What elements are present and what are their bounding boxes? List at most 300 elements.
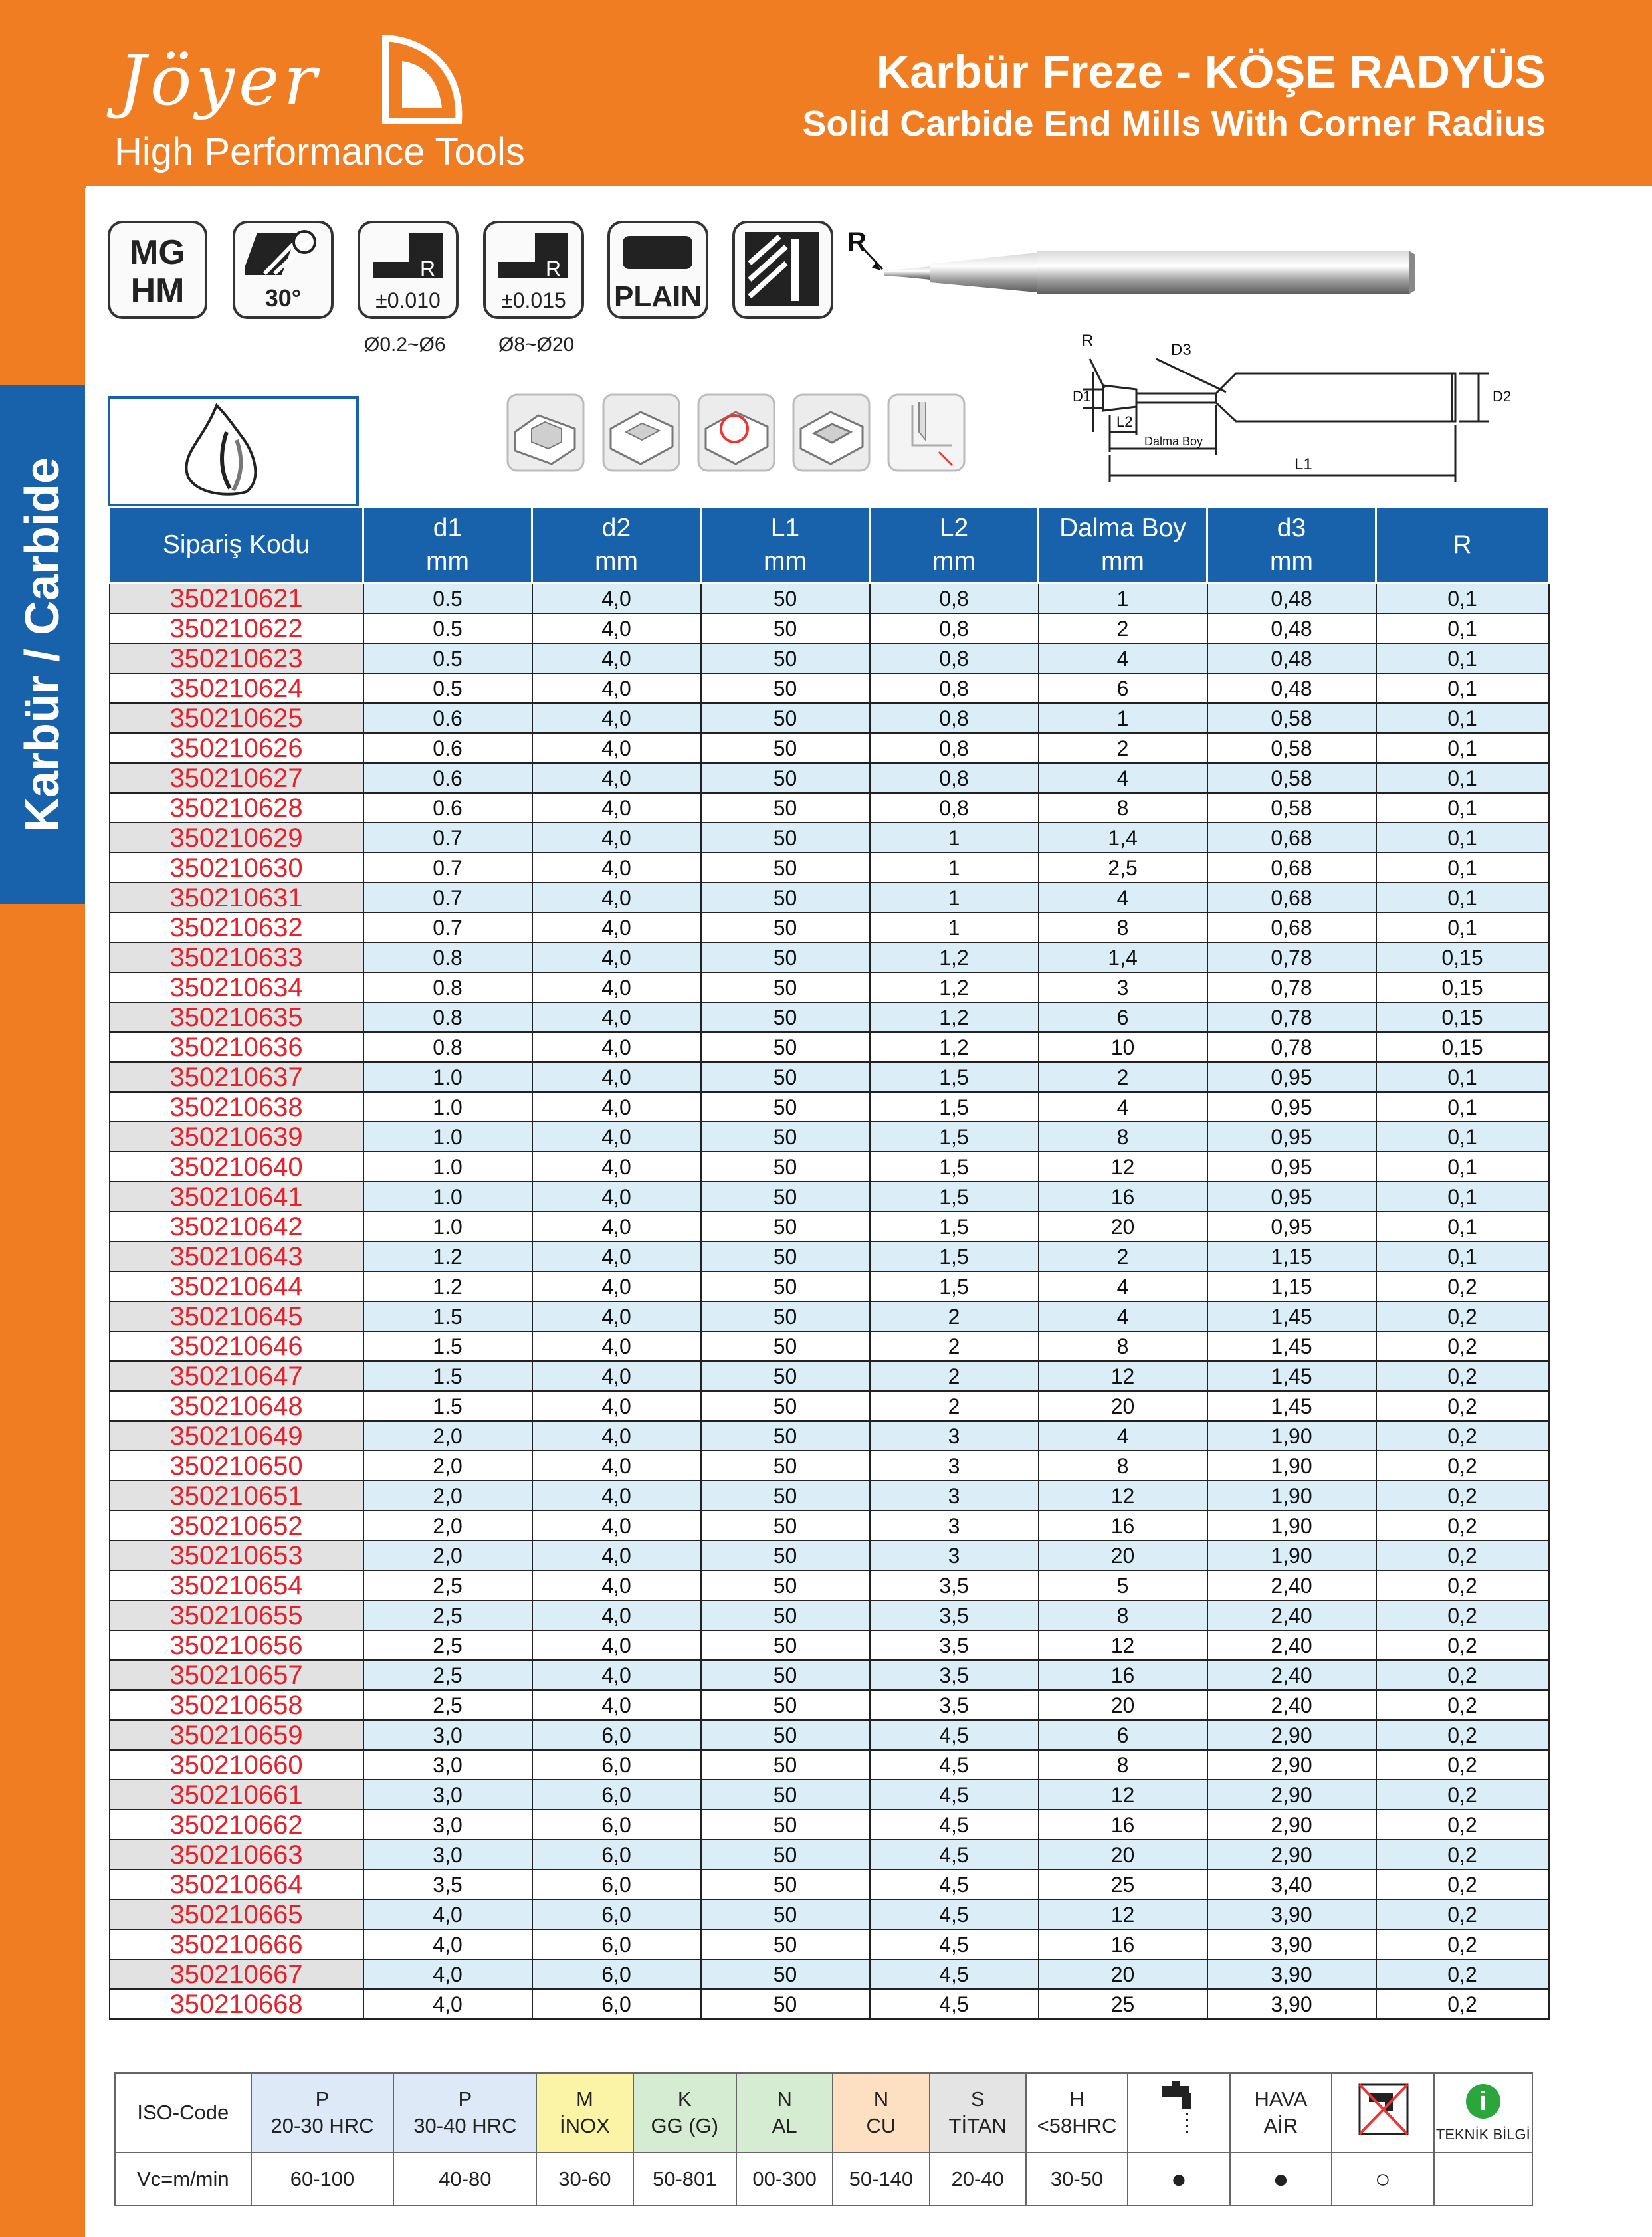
cell-dalma-boy: 20 bbox=[1039, 1212, 1207, 1241]
slotting-operation-icon bbox=[505, 392, 586, 473]
cell-d2: 6,0 bbox=[532, 1780, 701, 1810]
table-row bbox=[110, 643, 1549, 673]
cell-d2: 4,0 bbox=[532, 912, 701, 942]
cell-dalma-boy: 10 bbox=[1039, 1032, 1207, 1062]
cell-l1: 50 bbox=[701, 584, 870, 614]
cell-d1: 2,5 bbox=[363, 1690, 532, 1720]
cell-d1: 2,5 bbox=[363, 1660, 532, 1690]
cell-l2: 1 bbox=[870, 883, 1039, 912]
cell-l1: 50 bbox=[701, 1331, 870, 1361]
cell-d2: 4,0 bbox=[532, 1660, 701, 1690]
cell-order-code: 350210622 bbox=[110, 613, 363, 643]
air-label: HAVA bbox=[1254, 2087, 1308, 2111]
cell-order-code: 350210636 bbox=[110, 1032, 363, 1062]
cell-l1: 50 bbox=[701, 1182, 870, 1212]
cell-radius: 0,1 bbox=[1376, 912, 1549, 942]
cell-d3: 2,40 bbox=[1207, 1570, 1376, 1600]
cell-radius: 0,2 bbox=[1376, 1660, 1549, 1690]
cell-l1: 50 bbox=[701, 1271, 870, 1301]
cell-d2: 4,0 bbox=[532, 1451, 701, 1481]
table-row bbox=[110, 1720, 1549, 1750]
cell-radius: 0,2 bbox=[1376, 1421, 1549, 1451]
cell-l1: 50 bbox=[701, 703, 870, 733]
tech-info-cell[interactable] bbox=[1434, 2073, 1532, 2153]
cell-dalma-boy: 20 bbox=[1039, 1541, 1207, 1570]
brand-logo-icon bbox=[379, 35, 465, 128]
table-row bbox=[110, 1690, 1549, 1720]
table-row bbox=[110, 584, 1549, 614]
cell-d1: 0.8 bbox=[363, 1032, 532, 1062]
corner-radius-profile-icon-2 bbox=[495, 230, 575, 283]
cell-d3: 0,68 bbox=[1207, 912, 1376, 942]
cell-d2: 4,0 bbox=[532, 853, 701, 883]
cell-l1: 50 bbox=[701, 1899, 870, 1929]
cell-d3: 0,58 bbox=[1207, 763, 1376, 793]
cell-d2: 6,0 bbox=[532, 1750, 701, 1780]
table-row bbox=[110, 1840, 1549, 1869]
cell-order-code: 350210625 bbox=[110, 703, 363, 733]
cell-order-code: 350210655 bbox=[110, 1600, 363, 1630]
vc-value: 00-300 bbox=[736, 2153, 833, 2206]
iso-group-letter: N bbox=[777, 2087, 792, 2111]
cell-l2: 1 bbox=[870, 853, 1039, 883]
cell-d3: 0,95 bbox=[1207, 1092, 1376, 1122]
col-header-l2: L2 mm bbox=[870, 507, 1039, 584]
cell-l2: 4,5 bbox=[870, 1840, 1039, 1869]
cell-l1: 50 bbox=[701, 972, 870, 1002]
cell-l2: 0,8 bbox=[870, 763, 1039, 793]
cell-l2: 2 bbox=[870, 1331, 1039, 1361]
table-row bbox=[110, 1361, 1549, 1391]
cell-l2: 0,8 bbox=[870, 703, 1039, 733]
cell-order-code: 350210626 bbox=[110, 733, 363, 763]
cell-l1: 50 bbox=[701, 823, 870, 853]
cell-radius: 0,2 bbox=[1376, 1959, 1549, 1989]
cell-d3: 2,90 bbox=[1207, 1840, 1376, 1869]
air-cell bbox=[1230, 2073, 1332, 2153]
iso-group-sub: CU bbox=[866, 2114, 896, 2137]
iso-group bbox=[736, 2073, 833, 2153]
cell-d1: 3,5 bbox=[363, 1869, 532, 1899]
cell-radius: 0,2 bbox=[1376, 1361, 1549, 1391]
cell-radius: 0,2 bbox=[1376, 1840, 1549, 1869]
iso-code-label: ISO-Code bbox=[115, 2073, 251, 2153]
table-row bbox=[110, 1541, 1549, 1570]
cell-dalma-boy: 25 bbox=[1039, 1989, 1207, 2019]
cell-d2: 6,0 bbox=[532, 1840, 701, 1869]
table-row bbox=[110, 1750, 1549, 1780]
cell-l2: 1,2 bbox=[870, 972, 1039, 1002]
shank-icon bbox=[607, 221, 708, 319]
table-row bbox=[110, 1122, 1549, 1152]
cell-order-code: 350210653 bbox=[110, 1541, 363, 1570]
cell-l2: 1,5 bbox=[870, 1152, 1039, 1182]
cell-d3: 1,90 bbox=[1207, 1451, 1376, 1481]
table-row bbox=[110, 1810, 1549, 1840]
cell-l1: 50 bbox=[701, 883, 870, 912]
cell-d2: 4,0 bbox=[532, 703, 701, 733]
cell-d2: 6,0 bbox=[532, 1720, 701, 1750]
cell-l2: 3,5 bbox=[870, 1570, 1039, 1600]
cell-d1: 3,0 bbox=[363, 1750, 532, 1780]
dry-mark: ○ bbox=[1332, 2153, 1433, 2206]
iso-group-sub: TİTAN bbox=[948, 2114, 1007, 2137]
cell-order-code: 350210654 bbox=[110, 1570, 363, 1600]
cell-d3: 0,58 bbox=[1207, 703, 1376, 733]
tech-info-blank bbox=[1434, 2153, 1532, 2206]
cell-l2: 3 bbox=[870, 1511, 1039, 1541]
cell-l1: 50 bbox=[701, 853, 870, 883]
cell-radius: 0,2 bbox=[1376, 1869, 1549, 1899]
cell-d3: 0,78 bbox=[1207, 1002, 1376, 1032]
cell-order-code: 350210640 bbox=[110, 1152, 363, 1182]
cell-l1: 50 bbox=[701, 613, 870, 643]
cell-d1: 1.0 bbox=[363, 1062, 532, 1092]
cell-radius: 0,2 bbox=[1376, 1391, 1549, 1421]
cell-dalma-boy: 16 bbox=[1039, 1929, 1207, 1959]
cell-d1: 2,0 bbox=[363, 1541, 532, 1570]
cell-order-code: 350210664 bbox=[110, 1869, 363, 1899]
table-row bbox=[110, 1421, 1549, 1451]
helix-value: 30° bbox=[264, 284, 302, 312]
cell-l2: 3 bbox=[870, 1481, 1039, 1511]
cell-d3: 3,90 bbox=[1207, 1959, 1376, 1989]
table-row bbox=[110, 1511, 1549, 1541]
cell-l1: 50 bbox=[701, 1361, 870, 1391]
cell-d2: 4,0 bbox=[532, 1361, 701, 1391]
cell-d3: 0,95 bbox=[1207, 1122, 1376, 1152]
cell-d2: 4,0 bbox=[532, 1630, 701, 1660]
cell-dalma-boy: 12 bbox=[1039, 1899, 1207, 1929]
cell-d1: 1.0 bbox=[363, 1122, 532, 1152]
cell-l2: 3,5 bbox=[870, 1660, 1039, 1690]
cell-l2: 3,5 bbox=[870, 1600, 1039, 1630]
drawing-label-r: R bbox=[1082, 332, 1094, 350]
cell-order-code: 350210668 bbox=[110, 1989, 363, 2019]
cell-order-code: 350210623 bbox=[110, 643, 363, 673]
iso-group-sub: <58HRC bbox=[1037, 2114, 1117, 2137]
iso-group-letter: P bbox=[315, 2087, 330, 2111]
cell-l2: 0,8 bbox=[870, 584, 1039, 614]
cell-d1: 3,0 bbox=[363, 1840, 532, 1869]
cell-dalma-boy: 4 bbox=[1039, 1271, 1207, 1301]
table-row bbox=[110, 1301, 1549, 1331]
cell-dalma-boy: 2,5 bbox=[1039, 853, 1207, 883]
helix-icon bbox=[245, 227, 324, 280]
cell-d2: 4,0 bbox=[532, 733, 701, 763]
cell-l2: 1 bbox=[870, 912, 1039, 942]
cell-order-code: 350210627 bbox=[110, 763, 363, 793]
col-header-d2: d2 mm bbox=[532, 507, 701, 584]
cell-d2: 4,0 bbox=[532, 763, 701, 793]
cell-l2: 0,8 bbox=[870, 793, 1039, 823]
cell-dalma-boy: 8 bbox=[1039, 912, 1207, 942]
cell-radius: 0,1 bbox=[1376, 1062, 1549, 1092]
drawing-label-d2: D2 bbox=[1493, 388, 1512, 405]
cell-d3: 0,78 bbox=[1207, 972, 1376, 1002]
drawing-label-d3: D3 bbox=[1171, 341, 1191, 359]
cell-l1: 50 bbox=[701, 1959, 870, 1989]
table-row bbox=[110, 1271, 1549, 1301]
cell-d1: 0.8 bbox=[363, 972, 532, 1002]
cell-d3: 0,68 bbox=[1207, 823, 1376, 853]
cell-l2: 1,5 bbox=[870, 1062, 1039, 1092]
table-row bbox=[110, 763, 1549, 793]
air-sub-label: AİR bbox=[1263, 2114, 1298, 2137]
cell-l2: 3,5 bbox=[870, 1630, 1039, 1660]
cell-d2: 4,0 bbox=[532, 1122, 701, 1152]
cell-d2: 6,0 bbox=[532, 1929, 701, 1959]
technical-drawing bbox=[1063, 332, 1542, 485]
cell-d3: 2,90 bbox=[1207, 1780, 1376, 1810]
left-orange-bar bbox=[0, 0, 85, 2237]
table-row bbox=[110, 1212, 1549, 1241]
cell-l1: 50 bbox=[701, 1570, 870, 1600]
iso-group-letter: P bbox=[458, 2087, 472, 2111]
cell-l1: 50 bbox=[701, 1152, 870, 1182]
cell-d1: 4,0 bbox=[363, 1989, 532, 2019]
col-header-d1: d1 mm bbox=[363, 507, 532, 584]
cell-d1: 0.6 bbox=[363, 763, 532, 793]
cell-radius: 0,1 bbox=[1376, 643, 1549, 673]
cell-l2: 3 bbox=[870, 1541, 1039, 1570]
cell-l1: 50 bbox=[701, 1212, 870, 1241]
cell-d2: 4,0 bbox=[532, 1421, 701, 1451]
cell-radius: 0,1 bbox=[1376, 793, 1549, 823]
cell-d1: 3,0 bbox=[363, 1810, 532, 1840]
cell-d1: 1.0 bbox=[363, 1212, 532, 1241]
cell-dalma-boy: 6 bbox=[1039, 1720, 1207, 1750]
table-row bbox=[110, 703, 1549, 733]
table-row bbox=[110, 1899, 1549, 1929]
iso-group-sub: 30-40 HRC bbox=[413, 2114, 517, 2137]
material-mg: MG bbox=[130, 233, 185, 272]
cell-d3: 2,40 bbox=[1207, 1690, 1376, 1720]
table-row bbox=[110, 1630, 1549, 1660]
cell-l1: 50 bbox=[701, 1481, 870, 1511]
cell-dalma-boy: 4 bbox=[1039, 1301, 1207, 1331]
info-icon[interactable]: i bbox=[1466, 2084, 1500, 2119]
cell-radius: 0,1 bbox=[1376, 1122, 1549, 1152]
cell-d1: 1.2 bbox=[363, 1271, 532, 1301]
cell-radius: 0,1 bbox=[1376, 1241, 1549, 1271]
cell-radius: 0,15 bbox=[1376, 1002, 1549, 1032]
vc-value: 30-50 bbox=[1026, 2153, 1128, 2206]
cell-radius: 0,2 bbox=[1376, 1271, 1549, 1301]
cell-order-code: 350210648 bbox=[110, 1391, 363, 1421]
vc-value: 30-60 bbox=[536, 2153, 633, 2206]
material-hm: HM bbox=[130, 272, 185, 310]
cell-d1: 0.5 bbox=[363, 613, 532, 643]
iso-group-sub: İNOX bbox=[559, 2114, 610, 2137]
table-row bbox=[110, 1481, 1549, 1511]
drawing-label-l2: L2 bbox=[1116, 413, 1133, 430]
cell-d3: 1,45 bbox=[1207, 1361, 1376, 1391]
helix-angle-icon bbox=[233, 221, 334, 319]
cell-order-code: 350210652 bbox=[110, 1511, 363, 1541]
cell-l2: 3 bbox=[870, 1451, 1039, 1481]
cell-d1: 0.7 bbox=[363, 853, 532, 883]
cell-dalma-boy: 12 bbox=[1039, 1361, 1207, 1391]
cell-order-code: 350210641 bbox=[110, 1182, 363, 1212]
cell-dalma-boy: 4 bbox=[1039, 1421, 1207, 1451]
table-row bbox=[110, 613, 1549, 643]
flute-icon bbox=[732, 221, 833, 319]
radius-symbol-1: R bbox=[420, 257, 436, 280]
cell-radius: 0,2 bbox=[1376, 1331, 1549, 1361]
cell-d3: 1,90 bbox=[1207, 1421, 1376, 1451]
ramping-operation-icon bbox=[696, 392, 777, 473]
cell-order-code: 350210642 bbox=[110, 1212, 363, 1241]
cell-l2: 4,5 bbox=[870, 1780, 1039, 1810]
cell-radius: 0,2 bbox=[1376, 1481, 1549, 1511]
iso-group-letter: H bbox=[1069, 2087, 1084, 2111]
cell-d1: 0.8 bbox=[363, 1002, 532, 1032]
cell-radius: 0,1 bbox=[1376, 1152, 1549, 1182]
cell-d1: 0.7 bbox=[363, 912, 532, 942]
cell-l2: 1,2 bbox=[870, 1002, 1039, 1032]
cell-d1: 2,5 bbox=[363, 1570, 532, 1600]
table-row bbox=[110, 1600, 1549, 1630]
cell-dalma-boy: 3 bbox=[1039, 972, 1207, 1002]
side-category-label bbox=[0, 385, 85, 904]
wet-mark: ● bbox=[1128, 2153, 1229, 2206]
cell-l2: 0,8 bbox=[870, 733, 1039, 763]
cell-d1: 2,5 bbox=[363, 1600, 532, 1630]
cell-dalma-boy: 16 bbox=[1039, 1810, 1207, 1840]
cell-order-code: 350210639 bbox=[110, 1122, 363, 1152]
cell-l1: 50 bbox=[701, 1421, 870, 1451]
cell-dalma-boy: 1 bbox=[1039, 584, 1207, 614]
cell-order-code: 350210650 bbox=[110, 1451, 363, 1481]
drawing-label-d1: D1 bbox=[1073, 388, 1092, 405]
cell-radius: 0,2 bbox=[1376, 1690, 1549, 1720]
cell-dalma-boy: 12 bbox=[1039, 1481, 1207, 1511]
cell-radius: 0,1 bbox=[1376, 584, 1549, 614]
iso-group-sub: AL bbox=[772, 2114, 797, 2137]
table-row bbox=[110, 1660, 1549, 1690]
cell-radius: 0,1 bbox=[1376, 673, 1549, 703]
cell-d2: 6,0 bbox=[532, 1989, 701, 2019]
cell-d2: 4,0 bbox=[532, 823, 701, 853]
air-mark: ● bbox=[1230, 2153, 1332, 2206]
iso-group-sub: GG (G) bbox=[651, 2114, 719, 2137]
cell-d3: 1,45 bbox=[1207, 1391, 1376, 1421]
cell-dalma-boy: 20 bbox=[1039, 1959, 1207, 1989]
cell-d1: 1.5 bbox=[363, 1361, 532, 1391]
cell-order-code: 350210661 bbox=[110, 1780, 363, 1810]
cell-l2: 1,5 bbox=[870, 1241, 1039, 1271]
cell-dalma-boy: 2 bbox=[1039, 1241, 1207, 1271]
cell-l2: 3,5 bbox=[870, 1690, 1039, 1720]
cell-radius: 0,2 bbox=[1376, 1720, 1549, 1750]
cell-d1: 1.0 bbox=[363, 1182, 532, 1212]
cell-l2: 4,5 bbox=[870, 1929, 1039, 1959]
cell-l1: 50 bbox=[701, 1241, 870, 1271]
cell-l1: 50 bbox=[701, 1660, 870, 1690]
cell-order-code: 350210649 bbox=[110, 1421, 363, 1451]
cell-dalma-boy: 25 bbox=[1039, 1869, 1207, 1899]
cell-d3: 0,48 bbox=[1207, 643, 1376, 673]
cell-l1: 50 bbox=[701, 1032, 870, 1062]
cell-d2: 4,0 bbox=[532, 1241, 701, 1271]
radius-symbol-2: R bbox=[546, 257, 562, 280]
material-icon bbox=[108, 221, 207, 319]
cell-order-code: 350210658 bbox=[110, 1690, 363, 1720]
table-row bbox=[110, 1869, 1549, 1899]
table-row bbox=[110, 1570, 1549, 1600]
cell-dalma-boy: 4 bbox=[1039, 763, 1207, 793]
cell-l2: 1,2 bbox=[870, 942, 1039, 972]
cell-d3: 0,95 bbox=[1207, 1182, 1376, 1212]
cell-d2: 4,0 bbox=[532, 584, 701, 614]
cell-d3: 1,15 bbox=[1207, 1271, 1376, 1301]
cell-d3: 3,40 bbox=[1207, 1869, 1376, 1899]
cell-d3: 1,90 bbox=[1207, 1481, 1376, 1511]
cell-d1: 0.5 bbox=[363, 584, 532, 614]
cell-dalma-boy: 5 bbox=[1039, 1570, 1207, 1600]
cell-l1: 50 bbox=[701, 1720, 870, 1750]
tool-photo bbox=[837, 223, 1635, 322]
cell-dalma-boy: 20 bbox=[1039, 1391, 1207, 1421]
tech-info-label[interactable]: TEKNİK BİLGİ bbox=[1435, 2126, 1530, 2143]
cell-d1: 2,0 bbox=[363, 1421, 532, 1451]
cell-dalma-boy: 6 bbox=[1039, 673, 1207, 703]
cell-d2: 4,0 bbox=[532, 1062, 701, 1092]
cell-d2: 4,0 bbox=[532, 1331, 701, 1361]
table-row bbox=[110, 1929, 1549, 1959]
cell-radius: 0,2 bbox=[1376, 1810, 1549, 1840]
cell-dalma-boy: 4 bbox=[1039, 1092, 1207, 1122]
iso-group-letter: S bbox=[970, 2087, 985, 2111]
cell-d3: 1,90 bbox=[1207, 1511, 1376, 1541]
cell-d3: 0,48 bbox=[1207, 584, 1376, 614]
cell-l1: 50 bbox=[701, 1869, 870, 1899]
iso-group-letter: K bbox=[677, 2087, 692, 2111]
cell-order-code: 350210637 bbox=[110, 1062, 363, 1092]
iso-group bbox=[393, 2073, 536, 2153]
table-row bbox=[110, 972, 1549, 1002]
cell-l1: 50 bbox=[701, 673, 870, 703]
cell-l1: 50 bbox=[701, 1002, 870, 1032]
cell-d2: 4,0 bbox=[532, 643, 701, 673]
cell-l1: 50 bbox=[701, 1750, 870, 1780]
iso-code-row bbox=[115, 2073, 1532, 2153]
cell-d1: 2,0 bbox=[363, 1451, 532, 1481]
cell-radius: 0,1 bbox=[1376, 1182, 1549, 1212]
iso-cutting-table bbox=[114, 2072, 1533, 2206]
table-row bbox=[110, 1032, 1549, 1062]
cell-dalma-boy: 1,4 bbox=[1039, 942, 1207, 972]
cell-d3: 0,78 bbox=[1207, 942, 1376, 972]
cell-order-code: 350210645 bbox=[110, 1301, 363, 1331]
cell-d1: 2,0 bbox=[363, 1481, 532, 1511]
cell-d3: 2,40 bbox=[1207, 1630, 1376, 1660]
iso-group bbox=[1026, 2073, 1128, 2153]
iso-group bbox=[633, 2073, 736, 2153]
cell-d1: 2,0 bbox=[363, 1511, 532, 1541]
cell-dalma-boy: 8 bbox=[1039, 1331, 1207, 1361]
cell-radius: 0,1 bbox=[1376, 1212, 1549, 1241]
cell-d3: 2,90 bbox=[1207, 1810, 1376, 1840]
table-row bbox=[110, 1241, 1549, 1271]
cell-dalma-boy: 1,4 bbox=[1039, 823, 1207, 853]
cell-order-code: 350210656 bbox=[110, 1630, 363, 1660]
cell-l2: 4,5 bbox=[870, 1869, 1039, 1899]
table-row bbox=[110, 793, 1549, 823]
cell-d1: 1.0 bbox=[363, 1152, 532, 1182]
cell-radius: 0,15 bbox=[1376, 972, 1549, 1002]
